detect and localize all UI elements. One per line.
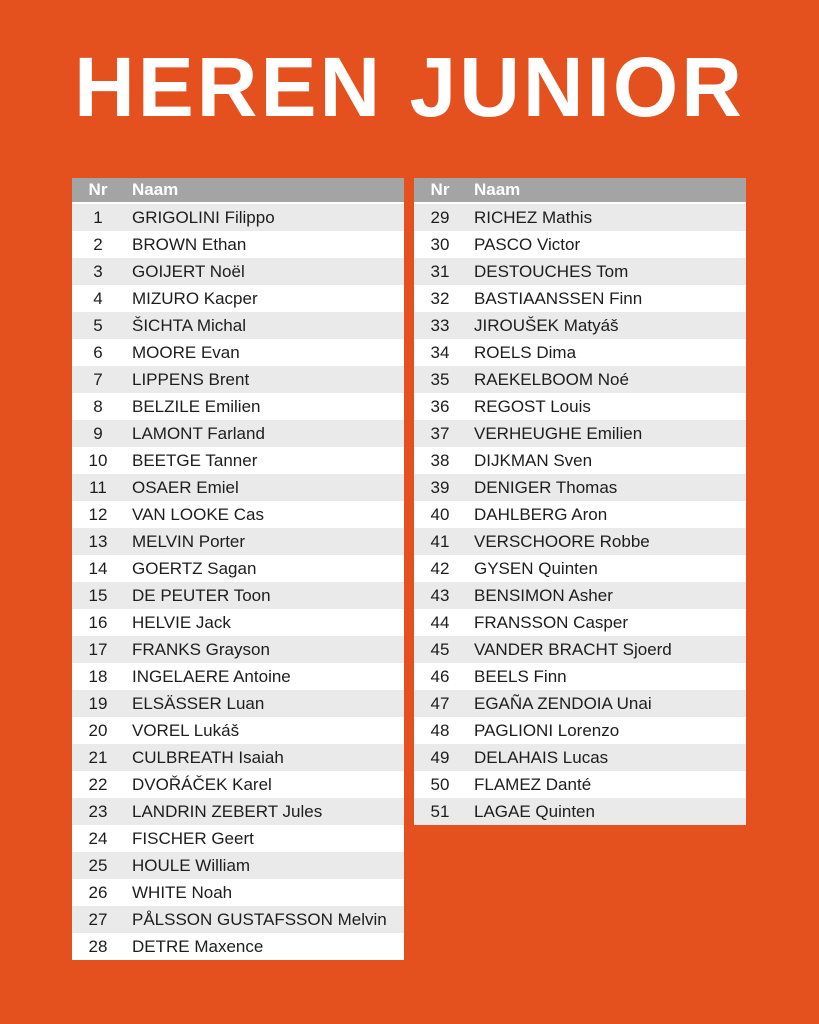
row-number: 29	[430, 207, 450, 227]
row-name: BEELS Finn	[474, 666, 567, 686]
table-row	[72, 906, 404, 933]
table-row	[72, 420, 404, 447]
column-header-naam: Naam	[474, 180, 521, 199]
row-number: 36	[430, 396, 450, 416]
row-name: DETRE Maxence	[132, 936, 264, 956]
row-number: 46	[430, 666, 450, 686]
table-header	[72, 178, 404, 204]
table-row	[72, 366, 404, 393]
row-number: 44	[430, 612, 450, 632]
row-name: PÅLSSON GUSTAFSSON Melvin	[132, 909, 387, 929]
results-table-right	[414, 178, 746, 825]
table-row	[72, 258, 404, 285]
table-row	[414, 636, 746, 663]
row-name: DVOŘÁČEK Karel	[132, 774, 272, 794]
table-row	[414, 420, 746, 447]
row-name: GYSEN Quinten	[474, 558, 598, 578]
row-name: LANDRIN ZEBERT Jules	[132, 801, 323, 821]
row-name: GOERTZ Sagan	[132, 558, 257, 578]
row-number: 42	[430, 558, 450, 578]
row-number: 48	[430, 720, 450, 740]
column-header-nr: Nr	[430, 180, 450, 199]
table-row	[72, 474, 404, 501]
row-name: LIPPENS Brent	[132, 369, 250, 389]
table-row	[414, 609, 746, 636]
table-row	[72, 609, 404, 636]
row-name: VOREL Lukáš	[132, 720, 240, 740]
row-name: GRIGOLINI Filippo	[132, 207, 275, 227]
row-number: 4	[93, 288, 103, 308]
table-row	[72, 285, 404, 312]
row-number: 31	[430, 261, 450, 281]
table-row	[72, 447, 404, 474]
table-row	[72, 690, 404, 717]
results-tables	[0, 178, 819, 960]
row-number: 35	[430, 369, 450, 389]
row-number: 45	[430, 639, 450, 659]
table-row	[72, 555, 404, 582]
row-number: 16	[88, 612, 108, 632]
table-row	[414, 501, 746, 528]
row-number: 47	[430, 693, 450, 713]
table-row	[414, 447, 746, 474]
row-number: 3	[93, 261, 103, 281]
row-name: DELAHAIS Lucas	[474, 747, 609, 767]
table-row	[72, 231, 404, 258]
row-number: 7	[93, 369, 103, 389]
column-header-naam: Naam	[132, 180, 179, 199]
row-number: 17	[88, 639, 108, 659]
row-number: 12	[88, 504, 108, 524]
row-name: DE PEUTER Toon	[132, 585, 271, 605]
table-row	[414, 771, 746, 798]
row-number: 24	[88, 828, 108, 848]
table-row	[72, 852, 404, 879]
row-name: ROELS Dima	[474, 342, 577, 362]
row-name: PAGLIONI Lorenzo	[474, 720, 620, 740]
table-row	[414, 339, 746, 366]
row-number: 50	[430, 774, 450, 794]
row-number: 26	[88, 882, 108, 902]
row-number: 40	[430, 504, 450, 524]
table-row	[72, 204, 404, 231]
row-name: VANDER BRACHT Sjoerd	[474, 639, 672, 659]
row-name: HELVIE Jack	[132, 612, 231, 632]
table-row	[414, 366, 746, 393]
row-number: 41	[430, 531, 450, 551]
row-name: CULBREATH Isaiah	[132, 747, 284, 767]
row-name: FLAMEZ Danté	[474, 774, 592, 794]
table-row	[414, 231, 746, 258]
row-name: GOIJERT Noël	[132, 261, 245, 281]
row-name: VERSCHOORE Robbe	[474, 531, 650, 551]
row-name: FRANKS Grayson	[132, 639, 270, 659]
table-row	[414, 285, 746, 312]
row-number: 15	[88, 585, 108, 605]
row-name: BENSIMON Asher	[474, 585, 613, 605]
row-number: 10	[88, 450, 108, 470]
row-number: 30	[430, 234, 450, 254]
row-number: 43	[430, 585, 450, 605]
table-row	[414, 474, 746, 501]
row-number: 27	[88, 909, 108, 929]
row-number: 8	[93, 396, 103, 416]
row-name: HOULE William	[132, 855, 251, 875]
row-name: FRANSSON Casper	[474, 612, 628, 632]
table-row	[72, 879, 404, 906]
results-table-left	[72, 178, 404, 960]
row-name: ELSÄSSER Luan	[132, 693, 265, 713]
table-row	[72, 744, 404, 771]
table-row	[72, 663, 404, 690]
row-name: DIJKMAN Sven	[474, 450, 593, 470]
row-name: OSAER Emiel	[132, 477, 239, 497]
row-name: REGOST Louis	[474, 396, 591, 416]
row-number: 5	[93, 315, 103, 335]
table-row	[72, 636, 404, 663]
row-number: 20	[88, 720, 108, 740]
table-row	[72, 339, 404, 366]
row-number: 11	[89, 477, 107, 497]
row-name: VERHEUGHE Emilien	[474, 423, 643, 443]
row-number: 6	[93, 342, 103, 362]
row-name: BEETGE Tanner	[132, 450, 258, 470]
row-name: RAEKELBOOM Noé	[474, 369, 629, 389]
table-row	[72, 717, 404, 744]
row-number: 2	[93, 234, 103, 254]
table-row	[414, 555, 746, 582]
row-number: 51	[430, 801, 450, 821]
table-row	[72, 798, 404, 825]
row-name: LAGAE Quinten	[474, 801, 595, 821]
table-row	[414, 582, 746, 609]
table-row	[72, 501, 404, 528]
table-row	[414, 204, 746, 231]
row-name: LAMONT Farland	[132, 423, 265, 443]
row-name: VAN LOOKE Cas	[132, 504, 264, 524]
row-name: DESTOUCHES Tom	[474, 261, 629, 281]
table-row	[72, 312, 404, 339]
row-name: BROWN Ethan	[132, 234, 247, 254]
row-name: PASCO Victor	[474, 234, 581, 254]
table-row	[414, 312, 746, 339]
table-row	[414, 690, 746, 717]
table-row	[414, 798, 746, 825]
row-name: FISCHER Geert	[132, 828, 254, 848]
row-number: 19	[88, 693, 108, 713]
row-name: MELVIN Porter	[132, 531, 246, 551]
row-name: MOORE Evan	[132, 342, 240, 362]
table-row	[414, 663, 746, 690]
row-number: 33	[430, 315, 450, 335]
column-header-nr: Nr	[88, 180, 108, 199]
row-name: RICHEZ Mathis	[474, 207, 593, 227]
row-number: 18	[88, 666, 108, 686]
row-name: WHITE Noah	[132, 882, 233, 902]
row-name: JIROUŠEK Matyáš	[474, 315, 619, 335]
row-name: DENIGER Thomas	[474, 477, 618, 497]
table-header	[414, 178, 746, 204]
row-number: 49	[430, 747, 450, 767]
row-name: INGELAERE Antoine	[132, 666, 291, 686]
table-row	[414, 393, 746, 420]
table-row	[414, 528, 746, 555]
table-row	[414, 258, 746, 285]
table-row	[72, 528, 404, 555]
table-row	[72, 582, 404, 609]
row-number: 39	[430, 477, 450, 497]
row-number: 28	[88, 936, 108, 956]
row-number: 37	[430, 423, 450, 443]
row-number: 1	[93, 207, 103, 227]
table-row	[72, 393, 404, 420]
row-number: 23	[88, 801, 108, 821]
row-number: 25	[88, 855, 108, 875]
row-name: BASTIAANSSEN Finn	[474, 288, 643, 308]
row-name: EGAÑA ZENDOIA Unai	[474, 693, 652, 713]
row-number: 21	[88, 747, 108, 767]
row-name: MIZURO Kacper	[132, 288, 258, 308]
row-number: 38	[430, 450, 450, 470]
row-name: BELZILE Emilien	[132, 396, 261, 416]
row-number: 34	[430, 342, 450, 362]
row-number: 9	[93, 423, 103, 443]
table-row	[72, 933, 404, 960]
table-row	[72, 825, 404, 852]
table-row	[414, 717, 746, 744]
row-number: 22	[88, 774, 108, 794]
page-title: HEREN JUNIOR	[74, 40, 745, 134]
row-number: 14	[88, 558, 108, 578]
row-number: 13	[88, 531, 108, 551]
row-name: DAHLBERG Aron	[474, 504, 608, 524]
table-row	[72, 771, 404, 798]
row-number: 32	[430, 288, 450, 308]
row-name: ŠICHTA Michal	[132, 315, 246, 335]
table-row	[414, 744, 746, 771]
